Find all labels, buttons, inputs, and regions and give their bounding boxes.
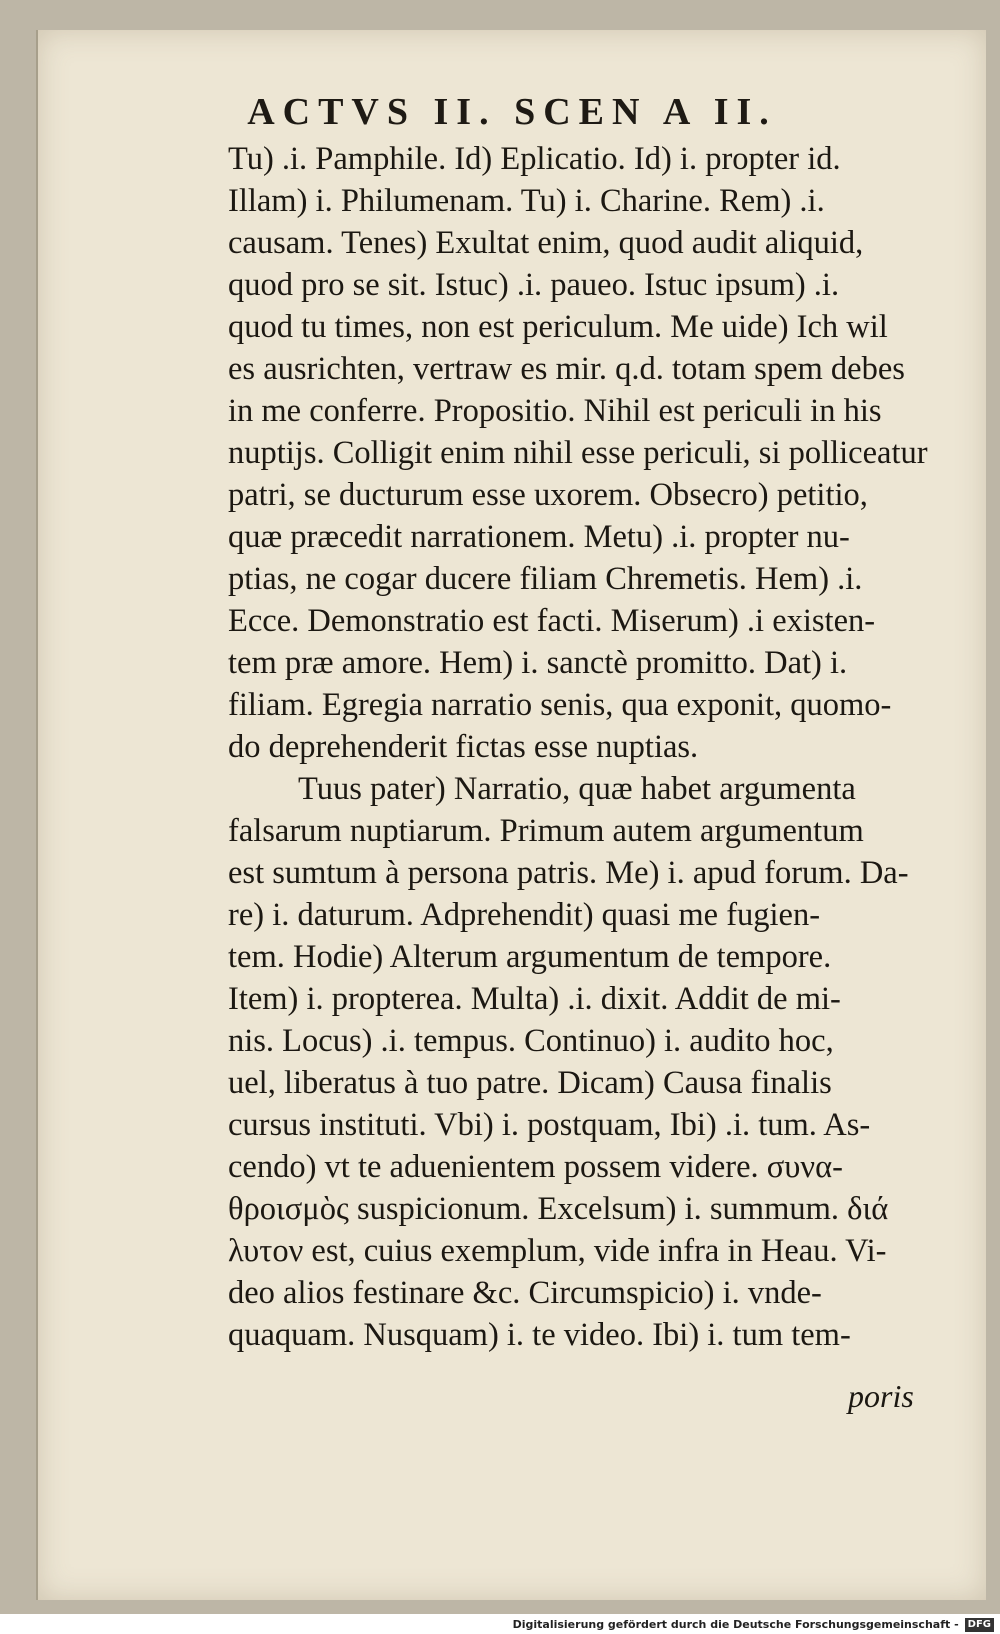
text-line: deo alios festinare &c. Circumspicio) i. vnde- — [228, 1275, 822, 1311]
book-page — [36, 30, 986, 1600]
running-head: ACTVS II. SCEN A II. — [247, 91, 777, 133]
text-line: Item) i. propterea. Multa) .i. dixit. Addit de mi- — [228, 981, 841, 1017]
text-line: Tu) .i. Pamphile. Id) Eplicatio. Id) i. propter id. — [228, 141, 841, 177]
text-line: Ecce. Demonstratio est facti. Miserum) .i existen- — [228, 603, 876, 639]
text-line: ptias, ne cogar ducere filiam Chremetis. Hem) .i. — [228, 561, 863, 597]
text-line: cursus instituti. Vbi) i. postquam, Ibi) .i. tum. As- — [228, 1107, 871, 1143]
text-line: quod tu times, non est periculum. Me uide) Ich wil — [228, 309, 888, 345]
text-line: do deprehenderit fictas esse nuptias. — [228, 729, 699, 765]
text-line: es ausrichten, vertraw es mir. q.d. totam spem debes — [228, 351, 905, 387]
text-line: est sumtum à persona patris. Me) i. apud forum. Da- — [228, 855, 909, 891]
text-line: λυτον est, cuius exemplum, vide infra in Heau. Vi- — [228, 1233, 887, 1269]
text-line: re) i. daturum. Adprehendit) quasi me fugien- — [228, 897, 821, 933]
digitization-footer — [0, 1614, 1000, 1634]
footer-credit: Digitalisierung gefördert durch die Deutsche Forschungsgemeinschaft - — [512, 1618, 959, 1631]
text-line: nuptijs. Colligit enim nihil esse periculi, si polliceatur — [228, 435, 928, 471]
text-line: falsarum nuptiarum. Primum autem argumentum — [228, 813, 864, 849]
text-line: patri, se ducturum esse uxorem. Obsecro) petitio, — [228, 477, 868, 513]
text-line: Illam) i. Philumenam. Tu) i. Charine. Rem) .i. — [228, 183, 825, 219]
text-line: tem. Hodie) Alterum argumentum de tempore. — [228, 939, 832, 975]
text-line: in me conferre. Propositio. Nihil est periculi in his — [228, 393, 882, 429]
text-line: quaquam. Nusquam) i. te video. Ibi) i. tum tem- — [228, 1317, 851, 1353]
text-line: causam. Tenes) Exultat enim, quod audit aliquid, — [228, 225, 864, 261]
text-line: tem præ amore. Hem) i. sanctè promitto. Dat) i. — [228, 645, 848, 681]
text-line: Tuus pater) Narratio, quæ habet argumenta — [298, 771, 856, 807]
text-line: filiam. Egregia narratio senis, qua exponit, quomo- — [228, 687, 892, 723]
commentary-text — [228, 138, 938, 1356]
text-line: quod pro se sit. Istuc) .i. paueo. Istuc ipsum) .i. — [228, 267, 840, 303]
text-line: cendo) vt te aduenientem possem videre. συνα- — [228, 1149, 843, 1185]
text-line: quæ præcedit narrationem. Metu) .i. propter nu- — [228, 519, 850, 555]
catchword: poris — [848, 1378, 914, 1414]
text-line: uel, liberatus à tuo patre. Dicam) Causa finalis — [228, 1065, 832, 1101]
text-line: nis. Locus) .i. tempus. Continuo) i. audito hoc, — [228, 1023, 834, 1059]
text-line: θροισμὸς suspicionum. Excelsum) i. summum. διά — [228, 1191, 889, 1227]
dfg-logo: DFG — [965, 1618, 994, 1632]
